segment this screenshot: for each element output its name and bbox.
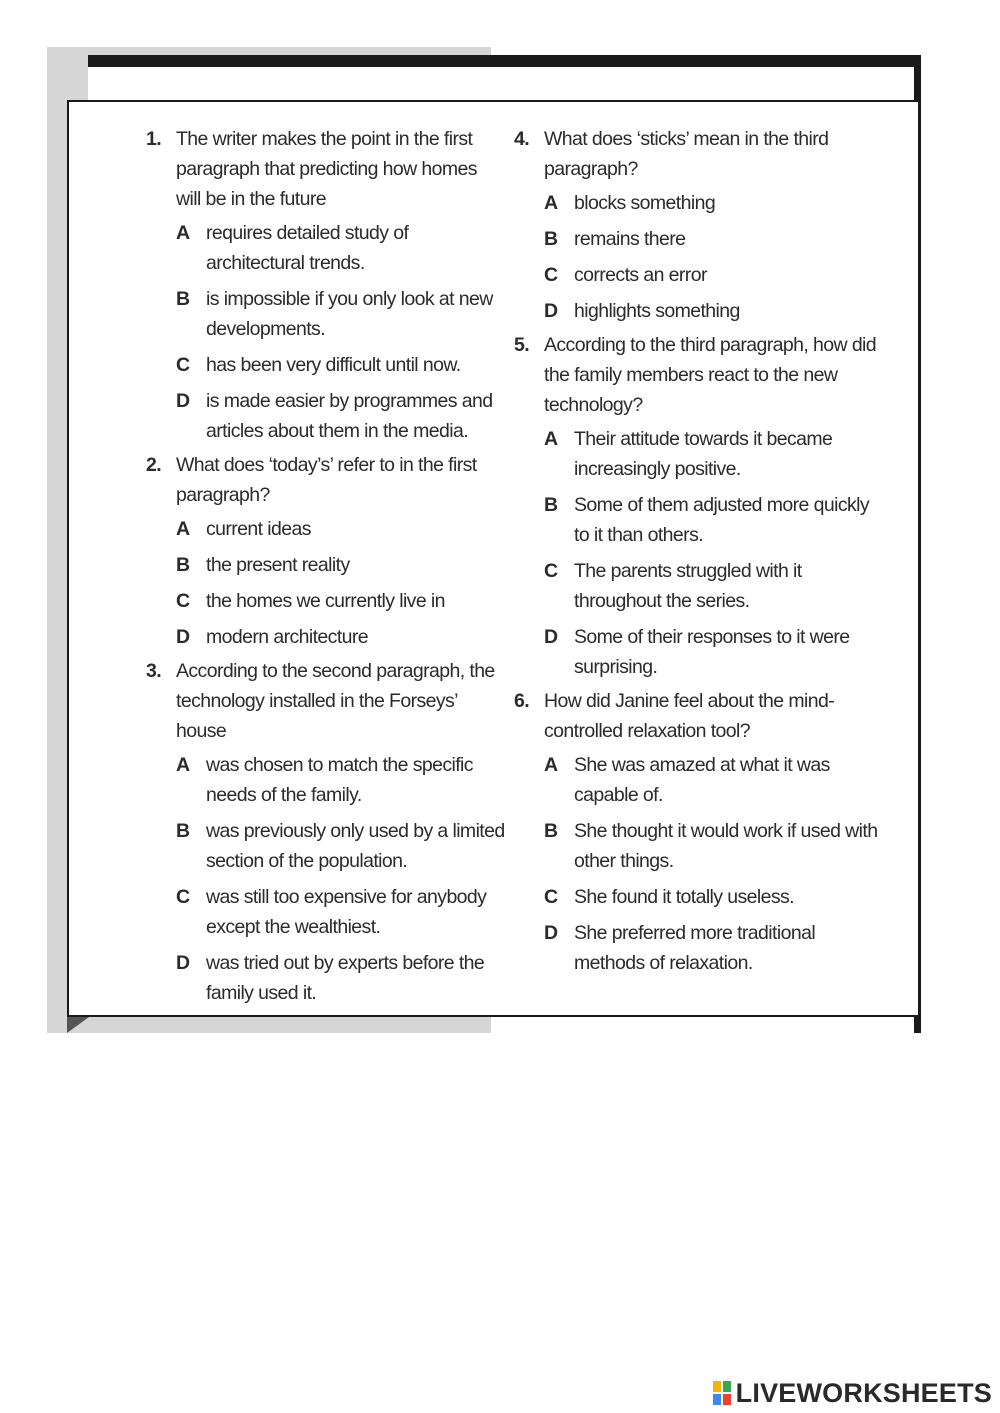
question-3 xyxy=(140,656,505,1008)
option-letter: B xyxy=(176,820,190,842)
question-4 xyxy=(508,124,878,326)
option-text: has been very difficult until now. xyxy=(206,354,461,376)
logo-text: LIVEWORKSHEETS xyxy=(735,1377,992,1408)
option-letter: C xyxy=(544,560,558,582)
option-c xyxy=(176,586,505,616)
option-letter: B xyxy=(544,228,558,250)
question-5 xyxy=(508,330,878,682)
option-text: highlights something xyxy=(574,300,740,322)
option-a xyxy=(176,750,505,810)
option-text: was previously only used by a limited section of the population. xyxy=(206,820,505,872)
option-list xyxy=(176,514,505,652)
question-number: 2. xyxy=(146,454,162,476)
question-number: 6. xyxy=(514,690,530,712)
option-b xyxy=(176,284,505,344)
questions-column-left xyxy=(140,124,505,1012)
option-letter: B xyxy=(176,288,190,310)
option-letter: D xyxy=(176,626,190,648)
option-text: She preferred more traditional methods of relaxation. xyxy=(574,922,816,974)
option-text: current ideas xyxy=(206,518,311,540)
option-letter: D xyxy=(176,952,190,974)
option-b xyxy=(544,224,878,254)
option-list xyxy=(176,750,505,1008)
option-letter: A xyxy=(176,222,190,244)
option-letter: A xyxy=(544,754,558,776)
option-letter: C xyxy=(176,590,190,612)
option-text: modern architecture xyxy=(206,626,369,648)
option-letter: C xyxy=(176,886,190,908)
option-letter: D xyxy=(544,922,558,944)
option-a xyxy=(176,218,505,278)
option-list xyxy=(544,424,878,682)
frame-top-border xyxy=(88,55,920,67)
option-letter: D xyxy=(544,626,558,648)
option-a xyxy=(176,514,505,544)
option-text: remains there xyxy=(574,228,686,250)
option-d xyxy=(176,386,505,446)
option-list xyxy=(544,188,878,326)
option-text: is made easier by programmes and articles about them in the media. xyxy=(206,390,493,442)
option-letter: B xyxy=(176,554,190,576)
option-letter: B xyxy=(544,820,558,842)
question-text: How did Janine feel about the mind-controlled relaxation tool? xyxy=(544,690,835,742)
option-letter: A xyxy=(544,192,558,214)
question-1 xyxy=(140,124,505,446)
question-text: The writer makes the point in the first paragraph that predicting how homes will be in the future xyxy=(176,128,477,210)
question-number: 5. xyxy=(514,334,530,356)
option-letter: A xyxy=(176,754,190,776)
option-c xyxy=(176,882,505,942)
option-text: was still too expensive for anybody except the wealthiest. xyxy=(206,886,487,938)
option-text: Their attitude towards it became increasingly positive. xyxy=(574,428,833,480)
option-letter: D xyxy=(544,300,558,322)
option-text: Some of their responses to it were surprising. xyxy=(574,626,850,678)
logo-mark-icon xyxy=(712,1380,732,1406)
frame-corner-fold xyxy=(67,1017,89,1033)
liveworksheets-logo[interactable] xyxy=(712,1376,992,1410)
option-d xyxy=(544,918,878,978)
question-number: 1. xyxy=(146,128,162,150)
option-text: corrects an error xyxy=(574,264,707,286)
option-text: Some of them adjusted more quickly to it than others. xyxy=(574,494,869,546)
question-text: According to the third paragraph, how did the family members react to the new technology? xyxy=(544,334,877,416)
option-d xyxy=(544,622,878,682)
frame-top-strip xyxy=(88,67,914,101)
logo-square-yellow xyxy=(713,1381,721,1392)
option-letter: B xyxy=(544,494,558,516)
option-list xyxy=(176,218,505,446)
option-letter: A xyxy=(176,518,190,540)
option-d xyxy=(176,622,505,652)
logo-square-blue xyxy=(713,1394,721,1405)
question-2 xyxy=(140,450,505,652)
option-b xyxy=(176,550,505,580)
option-text: She was amazed at what it was capable of. xyxy=(574,754,830,806)
option-letter: C xyxy=(176,354,190,376)
option-a xyxy=(544,188,878,218)
question-6 xyxy=(508,686,878,978)
option-text: the present reality xyxy=(206,554,350,576)
option-list xyxy=(544,750,878,978)
question-number: 4. xyxy=(514,128,530,150)
option-c xyxy=(176,350,505,380)
option-text: She thought it would work if used with other things. xyxy=(574,820,878,872)
option-b xyxy=(544,816,878,876)
option-letter: A xyxy=(544,428,558,450)
option-letter: C xyxy=(544,264,558,286)
question-text: What does ‘sticks’ mean in the third paragraph? xyxy=(544,128,829,180)
option-text: the homes we currently live in xyxy=(206,590,445,612)
option-text: She found it totally useless. xyxy=(574,886,794,908)
questions-column-right xyxy=(508,124,878,982)
option-b xyxy=(544,490,878,550)
question-text: According to the second paragraph, the technology installed in the Forseys’ house xyxy=(176,660,495,742)
option-c xyxy=(544,260,878,290)
option-b xyxy=(176,816,505,876)
option-text: requires detailed study of architectural trends. xyxy=(206,222,409,274)
question-number: 3. xyxy=(146,660,162,682)
question-text: What does ‘today’s’ refer to in the first paragraph? xyxy=(176,454,477,506)
option-text: was chosen to match the specific needs of the family. xyxy=(206,754,473,806)
option-text: blocks something xyxy=(574,192,716,214)
option-d xyxy=(176,948,505,1008)
option-text: The parents struggled with it throughout the series. xyxy=(574,560,802,612)
option-c xyxy=(544,556,878,616)
option-c xyxy=(544,882,878,912)
option-a xyxy=(544,750,878,810)
logo-square-green xyxy=(723,1381,731,1392)
option-a xyxy=(544,424,878,484)
option-text: was tried out by experts before the family used it. xyxy=(206,952,485,1004)
option-text: is impossible if you only look at new developments. xyxy=(206,288,493,340)
logo-square-red xyxy=(723,1394,731,1405)
option-letter: C xyxy=(544,886,558,908)
option-d xyxy=(544,296,878,326)
option-letter: D xyxy=(176,390,190,412)
